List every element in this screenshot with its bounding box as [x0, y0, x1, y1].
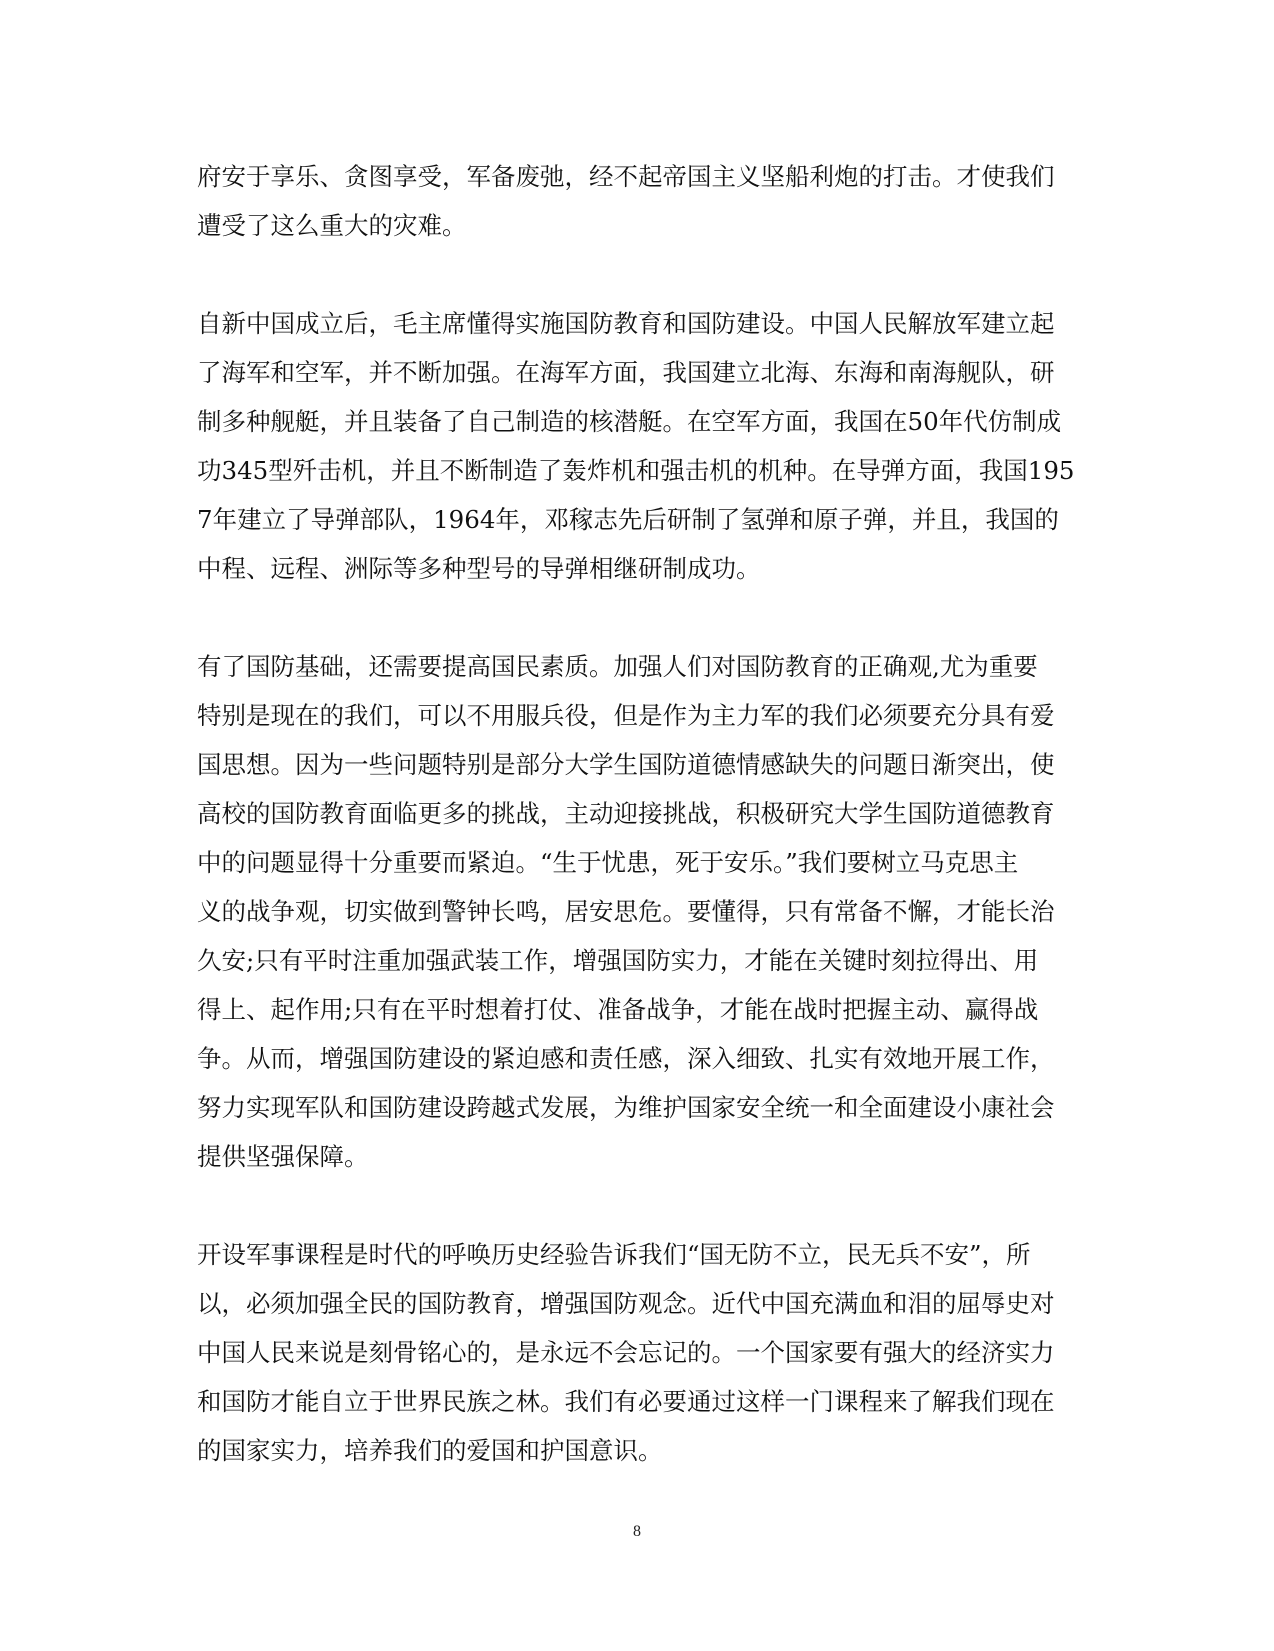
- text-line: 义的战争观，切实做到警钟长鸣，居安思危。要懂得，只有常备不懈，才能长治: [197, 897, 1055, 926]
- paragraph-gap: [197, 593, 1077, 642]
- paragraph-3: [197, 642, 1077, 1181]
- text-line: 提供坚强保障。: [197, 1142, 369, 1171]
- text-line: 中程、远程、洲际等多种型号的导弹相继研制成功。: [197, 554, 761, 583]
- paragraph-2: [197, 299, 1077, 593]
- paragraph-gap: [197, 250, 1077, 299]
- text-line: 有了国防基础，还需要提高国民素质。加强人们对国防教育的正确观,尤为重要: [197, 652, 1038, 681]
- text-line: 努力实现军队和国防建设跨越式发展，为维护国家安全统一和全面建设小康社会: [197, 1093, 1055, 1122]
- text-line: 制多种舰艇，并且装备了自己制造的核潜艇。在空军方面，我国在50年代仿制成: [197, 407, 1062, 436]
- text-line: 自新中国成立后，毛主席懂得实施国防教育和国防建设。中国人民解放军建立起: [197, 309, 1055, 338]
- text-line: 得上、起作用;只有在平时想着打仗、准备战争，才能在战时把握主动、赢得战: [197, 995, 1039, 1024]
- paragraph-4: [197, 1230, 1077, 1475]
- page-number: 8: [633, 1523, 641, 1540]
- text-line: 争。从而，增强国防建设的紧迫感和责任感，深入细致、扎实有效地开展工作，: [197, 1044, 1055, 1073]
- text-line: 功345型歼击机，并且不断制造了轰炸机和强击机的机种。在导弹方面，我国195: [197, 456, 1075, 485]
- text-line: 中国人民来说是刻骨铭心的，是永远不会忘记的。一个国家要有强大的经济实力: [197, 1338, 1055, 1367]
- text-line: 国思想。因为一些问题特别是部分大学生国防道德情感缺失的问题日渐突出，使: [197, 750, 1055, 779]
- document-body: [197, 152, 1077, 1475]
- text-line: 了海军和空军，并不断加强。在海军方面，我国建立北海、东海和南海舰队，研: [197, 358, 1055, 387]
- text-line: 开设军事课程是时代的呼唤历史经验告诉我们“国无防不立，民无兵不安”，所: [197, 1240, 1031, 1269]
- text-line: 特别是现在的我们，可以不用服兵役，但是作为主力军的我们必须要充分具有爱: [197, 701, 1055, 730]
- text-line: 遭受了这么重大的灾难。: [197, 211, 467, 240]
- text-line: 高校的国防教育面临更多的挑战，主动迎接挑战，积极研究大学生国防道德教育: [197, 799, 1055, 828]
- text-line: 的国家实力，培养我们的爱国和护国意识。: [197, 1436, 663, 1465]
- text-line: 和国防才能自立于世界民族之林。我们有必要通过这样一门课程来了解我们现在: [197, 1387, 1055, 1416]
- paragraph-gap: [197, 1181, 1077, 1230]
- text-line: 中的问题显得十分重要而紧迫。“生于忧患，死于安乐。”我们要树立马克思主: [197, 848, 1019, 877]
- paragraph-1: [197, 152, 1077, 250]
- text-line: 7年建立了导弹部队，1964年，邓稼志先后研制了氢弹和原子弹，并且，我国的: [197, 505, 1059, 534]
- text-line: 以，必须加强全民的国防教育，增强国防观念。近代中国充满血和泪的屈辱史对: [197, 1289, 1055, 1318]
- text-line: 府安于享乐、贪图享受，军备废弛，经不起帝国主义坚船利炮的打击。才使我们: [197, 162, 1055, 191]
- text-line: 久安;只有平时注重加强武装工作，增强国防实力，才能在关键时刻拉得出、用: [197, 946, 1039, 975]
